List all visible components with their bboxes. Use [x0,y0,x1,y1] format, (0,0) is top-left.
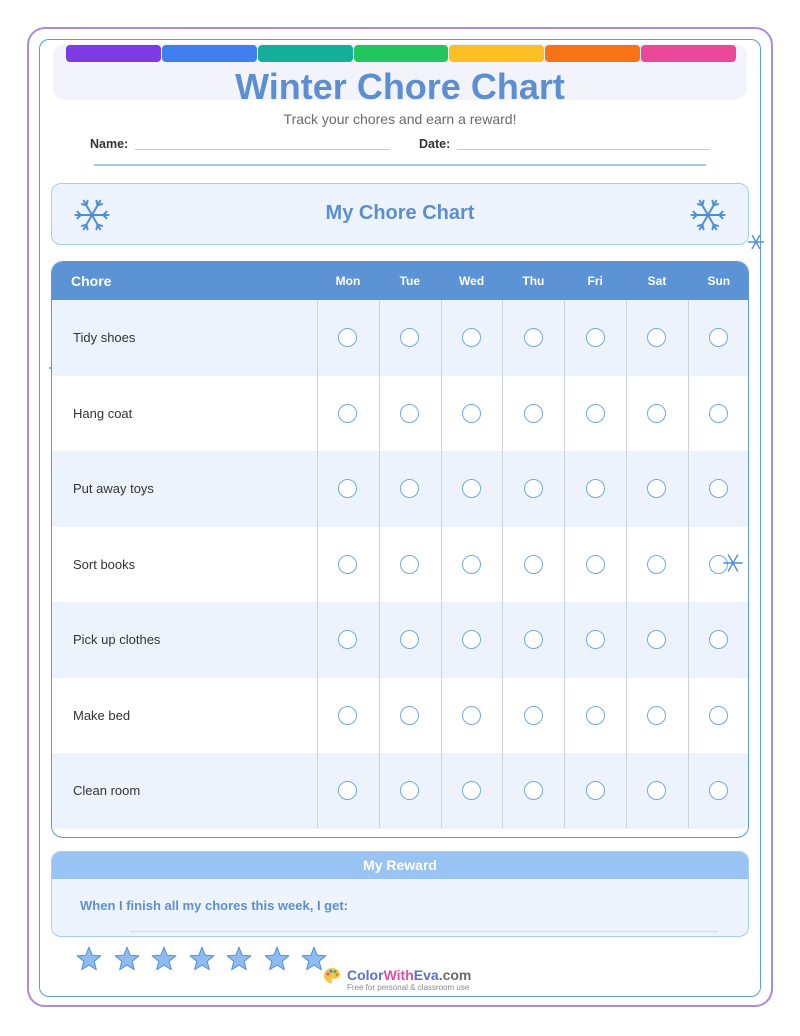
chore-checkbox[interactable] [338,630,357,649]
chore-checkbox[interactable] [338,328,357,347]
star-icon [189,946,215,972]
snowflake-icon [688,197,728,233]
day-column-header: Thu [522,274,545,288]
day-column-header: Tue [399,274,421,288]
chore-checkbox[interactable] [586,404,605,423]
chore-checkbox[interactable] [462,328,481,347]
chore-checkbox[interactable] [400,328,419,347]
chore-checkbox[interactable] [338,404,357,423]
brand-tagline: Free for personal & classroom use [347,983,470,992]
rainbow-segment [162,45,257,62]
snowflake-icon [748,234,764,250]
reward-write-line[interactable] [130,931,718,932]
chore-checkbox[interactable] [462,555,481,574]
snowflake-icon [723,553,743,573]
header-divider [94,164,706,166]
chore-checkbox[interactable] [462,404,481,423]
table-row [52,678,748,754]
chore-checkbox[interactable] [462,479,481,498]
chore-checkbox[interactable] [400,555,419,574]
reward-title: My Reward [52,852,748,879]
rainbow-segment [354,45,449,62]
chart-banner [51,183,749,245]
chore-checkbox[interactable] [524,630,543,649]
chore-checkbox[interactable] [586,630,605,649]
table-header-row [52,262,748,300]
chore-checkbox[interactable] [647,630,666,649]
day-column-header: Fri [587,274,603,288]
chore-checkbox[interactable] [709,479,728,498]
column-divider [317,300,318,828]
column-divider [688,300,689,828]
rainbow-segment [449,45,544,62]
star-row [76,946,327,972]
chore-checkbox[interactable] [524,479,543,498]
table-row [52,527,748,603]
chore-checkbox[interactable] [338,555,357,574]
rainbow-segment [258,45,353,62]
chore-checkbox[interactable] [647,328,666,347]
brand-name [347,967,471,983]
chore-checkbox[interactable] [709,328,728,347]
chore-checkbox[interactable] [586,706,605,725]
day-column-header: Sat [647,274,667,288]
chore-checkbox[interactable] [586,328,605,347]
chore-checkbox[interactable] [524,781,543,800]
star-icon [264,946,290,972]
brand-name-part: With [383,967,414,983]
column-divider [626,300,627,828]
table-row [52,300,748,376]
chore-label: Make bed [73,707,131,723]
chore-checkbox[interactable] [400,404,419,423]
chore-checkbox[interactable] [400,630,419,649]
star-icon [76,946,102,972]
chore-checkbox[interactable] [709,404,728,423]
chore-checkbox[interactable] [647,555,666,574]
chore-checkbox[interactable] [709,706,728,725]
rainbow-segment [545,45,640,62]
reward-box [51,851,749,937]
chore-checkbox[interactable] [462,706,481,725]
chore-label: Clean room [73,783,141,798]
brand-name-suffix: .com [438,967,472,983]
table-row [52,376,748,452]
chore-label: Pick up clothes [73,632,161,647]
column-divider [379,300,380,828]
chore-checkbox[interactable] [338,479,357,498]
day-column-header: Wed [459,274,485,288]
chore-checkbox[interactable] [400,706,419,725]
chore-checkbox[interactable] [524,555,543,574]
rainbow-segment [641,45,736,62]
chore-table [51,261,749,838]
date-field-line[interactable] [457,149,710,150]
chore-label: Put away toys [73,481,154,496]
chore-checkbox[interactable] [586,781,605,800]
chore-column-header: Chore [71,273,112,289]
column-divider [564,300,565,828]
column-divider [441,300,442,828]
rainbow-segment [66,45,161,62]
chore-checkbox[interactable] [709,630,728,649]
table-row [52,451,748,527]
chore-checkbox[interactable] [462,630,481,649]
chore-checkbox[interactable] [400,781,419,800]
table-row [52,753,748,829]
chore-checkbox[interactable] [462,781,481,800]
chore-checkbox[interactable] [647,706,666,725]
palette-icon [322,966,342,986]
table-row [52,602,748,678]
reward-prompt: When I finish all my chores this week, I get: [80,898,349,913]
star-icon [114,946,140,972]
page-subtitle: Track your chores and earn a reward! [283,111,517,127]
chart-banner-title: My Chore Chart [325,202,475,224]
name-label: Name: [90,137,129,151]
chore-checkbox[interactable] [647,781,666,800]
chore-label: Sort books [73,556,136,572]
chore-checkbox[interactable] [400,479,419,498]
rainbow-stripe [66,45,736,62]
chore-checkbox[interactable] [647,404,666,423]
star-icon [151,946,177,972]
page-title: Winter Chore Chart [235,66,565,107]
chore-checkbox[interactable] [586,479,605,498]
chore-label: Hang coat [73,405,133,421]
column-divider [502,300,503,828]
chore-checkbox[interactable] [586,555,605,574]
chore-checkbox[interactable] [524,706,543,725]
day-column-header: Mon [335,274,361,288]
brand-name-part: Color [347,967,384,983]
chore-label: Tidy shoes [73,330,136,345]
day-column-header: Sun [707,274,731,288]
chore-checkbox[interactable] [524,404,543,423]
chore-checkbox[interactable] [338,781,357,800]
chore-checkbox[interactable] [709,781,728,800]
brand-name-part: Eva [413,967,439,983]
chore-checkbox[interactable] [338,706,357,725]
chore-checkbox[interactable] [524,328,543,347]
star-icon [226,946,252,972]
chore-checkbox[interactable] [647,479,666,498]
date-label: Date: [419,137,451,151]
name-field-line[interactable] [135,149,390,150]
